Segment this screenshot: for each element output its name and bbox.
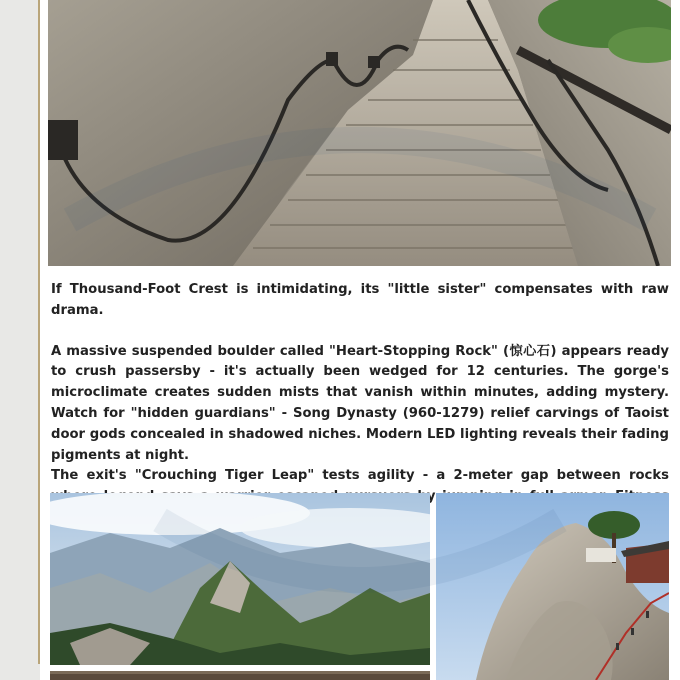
body-paragraph-2: The exit's "Crouching Tiger Leap" tests agility - a 2-meter gap between rocks (51, 468, 669, 484)
body-paragraph-1: A massive suspended boulder called "Heart-Stopping Rock" (惊心石) appears ready to crush passersby - it's actually been wedged for 12 centuries. The gorge's microclimate creates sudden mists that vanish within minutes, adding mystery. Watch for "hidden guardians" - Song Dynasty (960-1279) relief carvings of Taoist door gods concealed in shadowed niches. Modern LED lighting reveals their fading pigments at night. (51, 343, 669, 463)
article-text (51, 280, 669, 529)
left-margin-band (0, 0, 40, 680)
photo-granite-peak (436, 493, 669, 680)
intro-paragraph: If Thousand-Foot Crest is intimidating, its "little sister" compensates with raw drama. (51, 282, 669, 318)
photo-stone-stairway (48, 0, 671, 266)
photo-partial-bottom (50, 671, 430, 680)
article-page (40, 0, 680, 680)
photo-mountain-ridges (50, 493, 430, 665)
